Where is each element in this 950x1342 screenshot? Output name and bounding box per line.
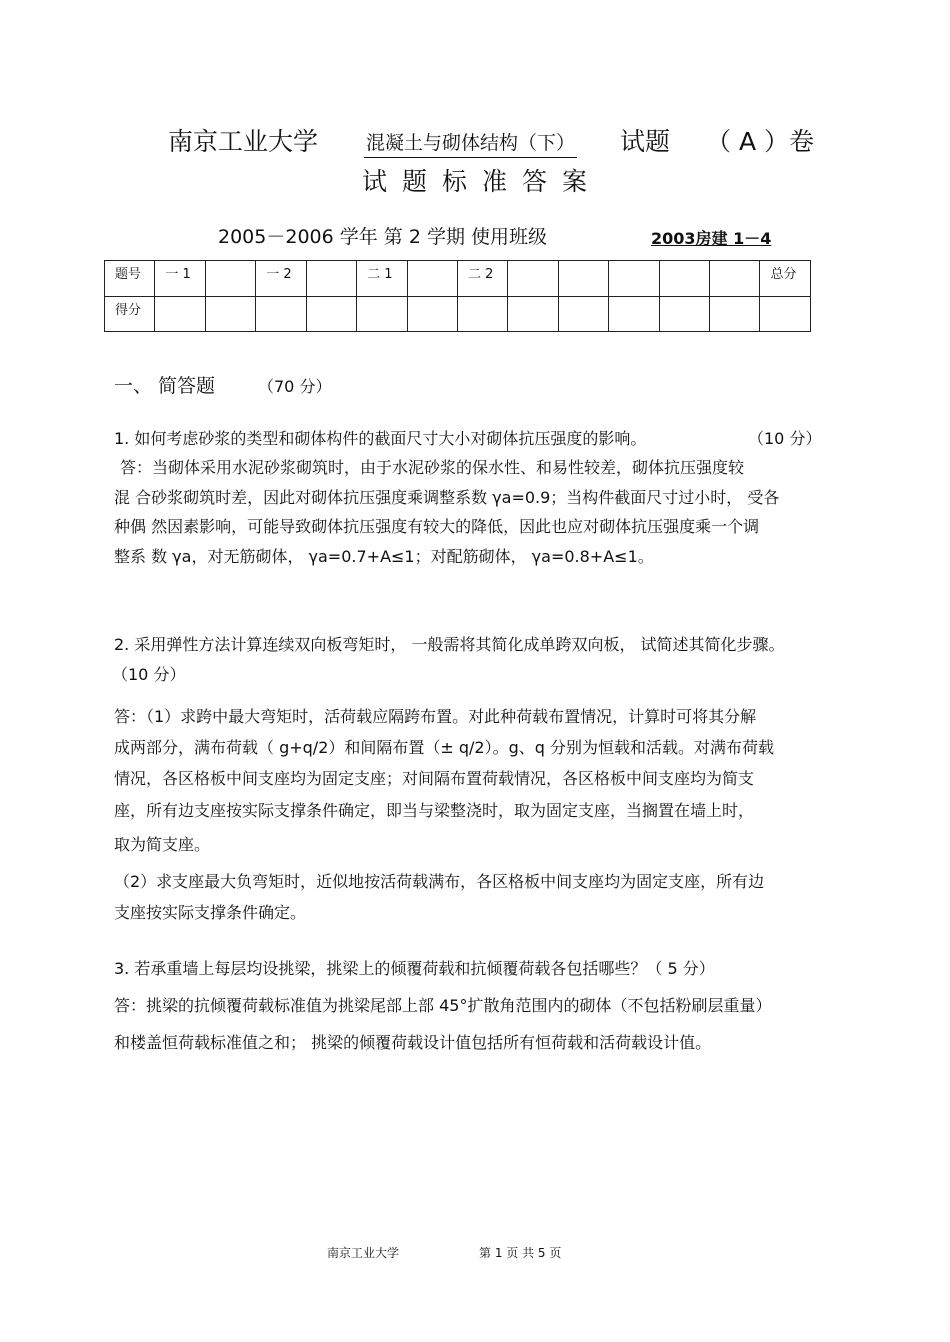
answer-2-line-2: 成两部分，满布荷载（ g+q/2）和间隔布置（± q/2）。g、q 分别为恒载和活载。对满布荷载 xyxy=(114,738,774,757)
question-1: 1. 如何考虑砂浆的类型和砌体构件的截面尺寸大小对砌体抗压强度的影响。 xyxy=(114,429,647,448)
table-cell: 二 1 xyxy=(357,261,407,297)
table-cell xyxy=(760,297,811,332)
table-cell xyxy=(256,297,306,332)
table-cell xyxy=(357,297,407,332)
footer-school: 南京工业大学 xyxy=(327,1246,400,1260)
table-cell xyxy=(508,261,558,297)
answer-3-line-1: 答：挑梁的抗倾覆荷载标准值为挑梁尾部上部 45°扩散角范围内的砌体（不包括粉刷层重量） xyxy=(114,996,772,1015)
table-cell: 题号 xyxy=(105,261,155,297)
table-cell xyxy=(558,297,608,332)
answer-2-line-1: 答：（1）求跨中最大弯矩时，活荷载应隔跨布置。对此种荷载布置情况，计算时可将其分解 xyxy=(114,707,757,726)
table-cell xyxy=(710,297,760,332)
answer-1-line-4: 整系 数 γa，对无筋砌体， γa=0.7+A≤1；对配筋砌体， γa=0.8+A≤1。 xyxy=(114,547,654,566)
question-3: 3. 若承重墙上每层均设挑梁，挑梁上的倾覆荷载和抗倾覆荷载各包括哪些？（ 5 分） xyxy=(114,959,715,978)
term-line: 2005－2006 学年 第 2 学期 使用班级 xyxy=(218,226,547,248)
table-cell: 二 2 xyxy=(457,261,507,297)
table-cell: 得分 xyxy=(105,297,155,332)
table-cell xyxy=(155,297,205,332)
table-cell xyxy=(710,261,760,297)
table-cell xyxy=(659,297,709,332)
answer-2-line-5: 取为简支座。 xyxy=(114,835,211,854)
score-table xyxy=(104,260,811,332)
score-table-score-row xyxy=(105,297,811,332)
section-points: （70 分） xyxy=(258,377,332,396)
table-cell xyxy=(306,261,356,297)
table-cell: 总分 xyxy=(760,261,811,297)
answer-title: 试题标准答案 xyxy=(362,167,603,196)
table-cell xyxy=(457,297,507,332)
answer-1-line-1: 答：当砌体采用水泥砂浆砌筑时，由于水泥砂浆的保水性、和易性较差，砌体抗压强度较 xyxy=(120,458,745,477)
question-2: 2. 采用弹性方法计算连续双向板弯矩时， 一般需将其简化成单跨双向板， 试简述其简化步骤。 xyxy=(114,635,785,654)
score-table-header-row xyxy=(105,261,811,297)
table-cell xyxy=(659,261,709,297)
table-cell xyxy=(205,261,255,297)
answer-2-line-7: 支座按实际支撑条件确定。 xyxy=(114,903,307,922)
footer-page: 第 1 页 共 5 页 xyxy=(479,1246,562,1260)
table-cell xyxy=(205,297,255,332)
table-cell xyxy=(508,297,558,332)
answer-1-line-2: 混 合砂浆砌筑时差，因此对砌体抗压强度乘调整系数 γa=0.9；当构件截面尺寸过小时， 受各 xyxy=(114,488,780,507)
table-cell xyxy=(306,297,356,332)
table-cell xyxy=(407,297,457,332)
school-name: 南京工业大学 xyxy=(168,127,319,156)
section-title: 一、 简答题 xyxy=(114,375,216,397)
answer-2-line-4: 座，所有边支座按实际支撑条件确定，即当与梁整浇时，取为固定支座，当搁置在墙上时， xyxy=(114,801,755,820)
table-cell xyxy=(558,261,608,297)
question-2-points: （10 分） xyxy=(112,665,186,684)
answer-3-line-2: 和楼盖恒荷载标准值之和； 挑梁的倾覆荷载设计值包括所有恒荷载和活荷载设计值。 xyxy=(114,1033,712,1052)
answer-1-line-3: 种偶 然因素影响，可能导致砌体抗压强度有较大的降低，因此也应对砌体抗压强度乘一个调 xyxy=(114,517,760,536)
class-label: 2003房建 1－4 xyxy=(651,229,772,248)
table-cell xyxy=(407,261,457,297)
exam-label: 试题 xyxy=(620,127,671,156)
table-cell: 一 1 xyxy=(155,261,205,297)
table-cell xyxy=(609,297,659,332)
subject-name: 混凝土与砌体结构（下） xyxy=(364,128,577,158)
question-1-points: （10 分） xyxy=(748,429,822,448)
table-cell: 一 2 xyxy=(256,261,306,297)
answer-2-line-6: （2）求支座最大负弯矩时，近似地按活荷载满布，各区格板中间支座均为固定支座，所有边 xyxy=(114,872,765,891)
table-cell xyxy=(609,261,659,297)
answer-2-line-3: 情况，各区格板中间支座均为固定支座；对间隔布置荷载情况，各区格板中间支座均为简支 xyxy=(114,769,755,788)
paper-type: （ A ）卷 xyxy=(706,127,814,156)
